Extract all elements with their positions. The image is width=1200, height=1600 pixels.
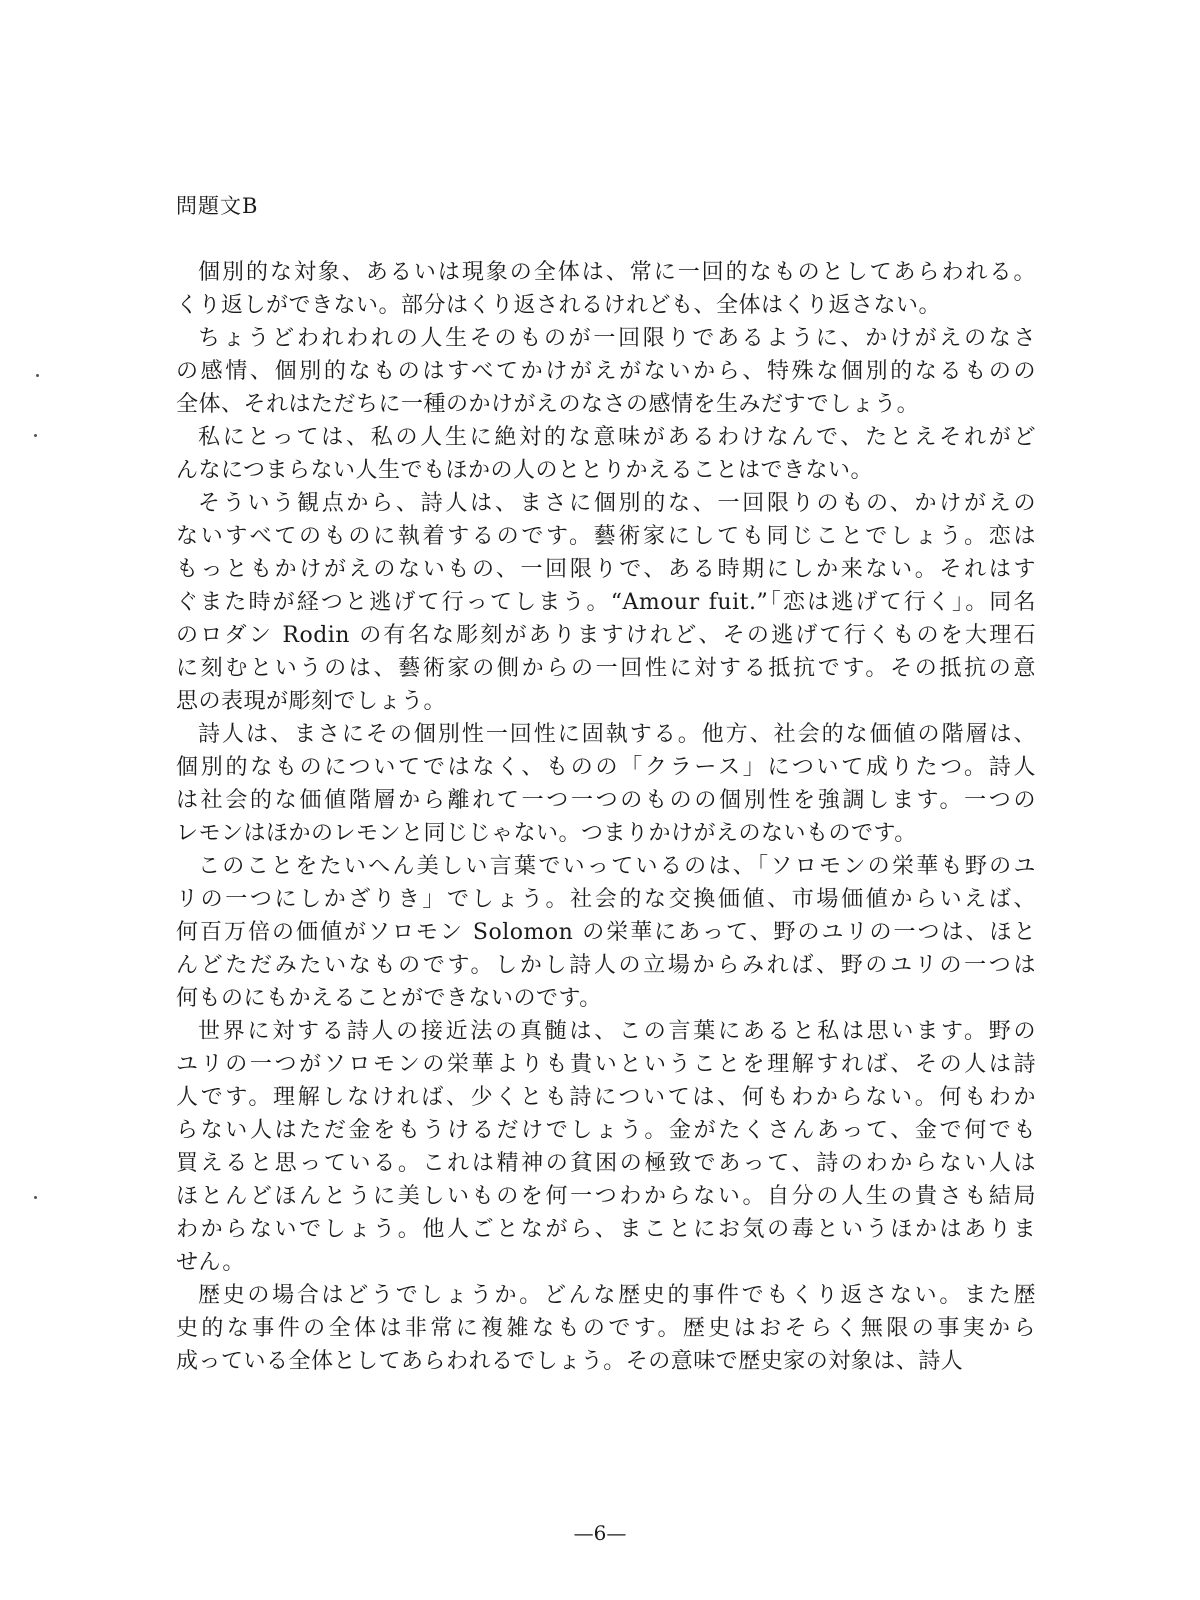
text-line: このことをたいへん美しい言葉でいっているのは、「ソロモンの栄華も野のユ xyxy=(198,854,1036,879)
text-line: 個別的な対象、あるいは現象の全体は、常に一回的なものとしてあらわれる。 xyxy=(198,260,1036,285)
text-line: 私にとっては、私の人生に絶対的な意味があるわけなんで、たとえそれがど xyxy=(198,425,1036,450)
text-line: 個別的なものについてではなく、ものの「クラース」について成りたつ。詩人 xyxy=(176,755,1036,780)
text-line: は社会的な価値階層から離れて一つ一つのものの個別性を強調します。一つの xyxy=(176,788,1036,813)
scan-speck xyxy=(36,374,39,377)
text-line: んなにつまらない人生でもほかの人のととりかえることはできない。 xyxy=(176,458,874,483)
text-line: わからないでしょう。他人ごとながら、まことにお気の毒というほかはありま xyxy=(176,1217,1036,1242)
text-line: 史的な事件の全体は非常に複雑なものです。歴史はおそらく無限の事実から xyxy=(176,1316,1036,1341)
text-line: 世界に対する詩人の接近法の真髄は、この言葉にあると私は思います。野の xyxy=(198,1019,1036,1044)
page-number: —6— xyxy=(573,1521,627,1545)
text-line: 人です。理解しなければ、少くとも詩については、何もわからない。何もわか xyxy=(176,1085,1036,1110)
text-line: ちょうどわれわれの人生そのものが一回限りであるように、かけがえのなさ xyxy=(198,326,1036,351)
text-line: せん。 xyxy=(176,1250,245,1275)
section-heading: 問題文B xyxy=(176,194,259,218)
text-line: 詩人は、まさにその個別性一回性に固執する。他方、社会的な価値の階層は、 xyxy=(198,722,1036,747)
text-line: 歴史の場合はどうでしょうか。どんな歴史的事件でもくり返さない。また歴 xyxy=(198,1283,1036,1308)
scan-speck xyxy=(34,1196,37,1199)
text-line: に刻むというのは、藝術家の側からの一回性に対する抵抗です。その抵抗の意 xyxy=(176,656,1036,681)
text-line: 何百万倍の価値がソロモン Solomon の栄華にあって、野のユリの一つは、ほと xyxy=(176,920,1036,945)
text-line: 何ものにもかえることができないのです。 xyxy=(176,986,602,1011)
text-line: のロダン Rodin の有名な彫刻がありますけれど、その逃げて行くものを大理石 xyxy=(176,623,1036,648)
text-line: んどただみたいなものです。しかし詩人の立場からみれば、野のユリの一つは xyxy=(176,953,1036,978)
text-line: ないすべてのものに執着するのです。藝術家にしても同じことでしょう。恋は xyxy=(176,524,1036,549)
text-line: の感情、個別的なものはすべてかけがえがないから、特殊な個別的なるものの xyxy=(176,359,1036,384)
text-line: 成っている全体としてあらわれるでしょう。その意味で歴史家の対象は、詩人 xyxy=(176,1349,964,1374)
text-line: 思の表現が彫刻でしょう。 xyxy=(176,689,447,714)
passage-body xyxy=(176,256,1036,1378)
text-line: そういう観点から、詩人は、まさに個別的な、一回限りのもの、かけがえの xyxy=(198,491,1036,516)
text-line: レモンはほかのレモンと同じじゃない。つまりかけがえのないものです。 xyxy=(176,821,917,846)
text-line: らない人はただ金をもうけるだけでしょう。金がたくさんあって、金で何でも xyxy=(176,1118,1036,1143)
text-line: 全体、それはただちに一種のかけがえのなさの感情を生みだすでしょう。 xyxy=(176,392,920,417)
text-line: ぐまた時が経つと逃げて行ってしまう。“Amour fuit.”「恋は逃げて行く」。同名 xyxy=(176,590,1036,615)
text-line: くり返しができない。部分はくり返されるけれども、全体はくり返さない。 xyxy=(176,293,942,318)
text-line: ユリの一つがソロモンの栄華よりも貴いということを理解すれば、その人は詩 xyxy=(176,1052,1036,1077)
text-line: 買えると思っている。これは精神の貧困の極致であって、詩のわからない人は xyxy=(176,1151,1036,1176)
scan-speck xyxy=(34,434,37,437)
text-line: もっともかけがえのないもの、一回限りで、ある時期にしか来ない。それはす xyxy=(176,557,1036,582)
text-line: ほとんどほんとうに美しいものを何一つわからない。自分の人生の貴さも結局 xyxy=(176,1184,1036,1209)
text-line: リの一つにしかざりき」でしょう。社会的な交換価値、市場価値からいえば、 xyxy=(176,887,1036,912)
